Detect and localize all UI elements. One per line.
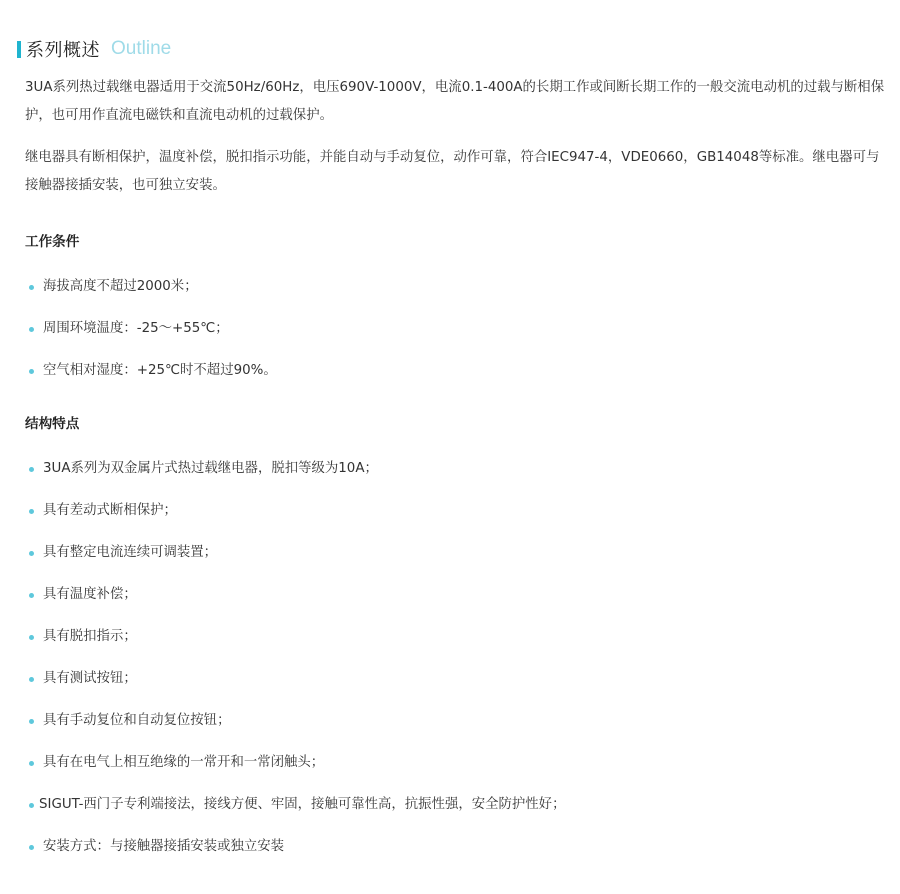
- list-item: [29, 624, 137, 644]
- list-item: [29, 540, 217, 560]
- bullet-dot-icon: [29, 635, 34, 640]
- list-item-text: 海拔高度不超过2000米；: [43, 278, 198, 294]
- intro-paragraph-2: 继电器具有断相保护，温度补偿，脱扣指示功能，并能自动与手动复位，动作可靠，符合IEC947-4，VDE0660，GB14048等标准。继电器可与接触器接插安装，也可独立安装。: [25, 150, 880, 193]
- list-item-text: 具有测试按钮；: [43, 670, 137, 686]
- working-conditions-title: 工作条件: [25, 234, 80, 250]
- bullet-dot-icon: [29, 285, 34, 290]
- list-item-text: 具有脱扣指示；: [43, 628, 137, 644]
- list-item: [29, 750, 324, 770]
- section-header: [17, 38, 171, 60]
- bullet-dot-icon: [29, 327, 34, 332]
- list-item-text: 周围环境温度：-25～+55℃；: [43, 320, 229, 336]
- list-item: [29, 358, 277, 378]
- list-item: [29, 582, 137, 602]
- section-subtitle: Outline: [111, 38, 172, 59]
- list-item: [29, 792, 565, 812]
- list-item: [29, 316, 229, 336]
- bullet-dot-icon: [29, 677, 34, 682]
- list-item: [29, 834, 284, 854]
- list-item-text: 具有温度补偿；: [43, 586, 137, 602]
- list-item-text: 安装方式：与接触器接插安装或独立安装: [43, 838, 285, 854]
- list-item: [29, 708, 230, 728]
- intro-paragraph-1: 3UA系列热过载继电器适用于交流50Hz/60Hz，电压690V-1000V，电流0.1-400A的长期工作或间断长期工作的一般交流电动机的过载与断相保护，也可用作直流电磁铁和直流电动机的过载保护。: [25, 80, 885, 123]
- bullet-dot-icon: [29, 593, 34, 598]
- header-accent-bar: [17, 41, 21, 58]
- list-item: [29, 456, 378, 476]
- section-title: 系列概述: [26, 40, 100, 61]
- bullet-dot-icon: [29, 845, 34, 850]
- list-item-text: 具有在电气上相互绝缘的一常开和一常闭触头；: [43, 754, 325, 770]
- list-item: [29, 666, 137, 686]
- bullet-dot-icon: [29, 369, 34, 374]
- bullet-dot-icon: [29, 761, 34, 766]
- list-item: [29, 274, 198, 294]
- list-item-text: 具有手动复位和自动复位按钮；: [43, 712, 231, 728]
- bullet-dot-icon: [29, 803, 34, 808]
- bullet-dot-icon: [29, 509, 34, 514]
- list-item-text: SIGUT-西门子专利端接法，接线方便、牢固，接触可靠性高，抗振性强，安全防护性好；: [39, 796, 566, 812]
- features-title: 结构特点: [25, 416, 80, 432]
- bullet-dot-icon: [29, 551, 34, 556]
- list-item-text: 具有差动式断相保护；: [43, 502, 177, 518]
- bullet-dot-icon: [29, 467, 34, 472]
- list-item-text: 空气相对湿度：+25℃时不超过90%。: [43, 362, 277, 378]
- list-item-text: 具有整定电流连续可调装置；: [43, 544, 218, 560]
- bullet-dot-icon: [29, 719, 34, 724]
- list-item-text: 3UA系列为双金属片式热过载继电器，脱扣等级为10A；: [43, 460, 378, 476]
- list-item: [29, 498, 177, 518]
